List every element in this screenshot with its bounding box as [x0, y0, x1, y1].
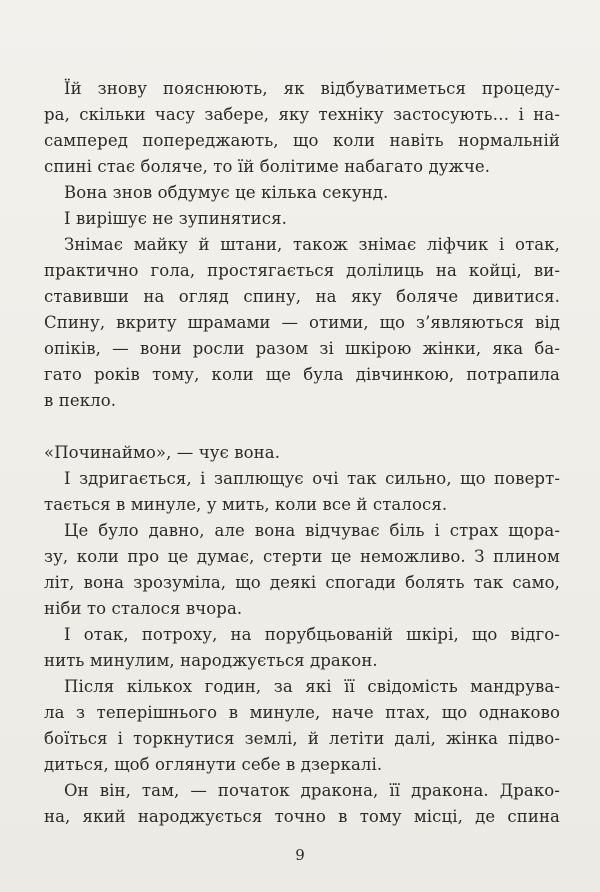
text-line: Знімає майку й штани, також знімає ліфчик і отак,: [64, 235, 560, 254]
text-line: Он він, там, — початок дракона, її дракона. Драко-: [64, 781, 560, 800]
paragraph: [44, 180, 560, 206]
paragraph: [44, 674, 560, 778]
text-line: самперед попереджають, що коли навіть нормальній: [44, 131, 560, 150]
text-line: Їй знову пояснюють, як відбуватиметься процеду-: [64, 79, 560, 98]
text-line: опіків, — вони росли разом зі шкірою жінки, яка ба-: [44, 339, 560, 358]
paragraph: [44, 232, 560, 414]
text-line: Після кількох годин, за які її свідомість мандрува-: [64, 677, 560, 696]
text-line: І здригається, і заплющує очі так сильно, що поверт-: [64, 469, 560, 488]
paragraph: [44, 440, 560, 466]
text-line: ніби то сталося вчора.: [44, 599, 243, 618]
page-number: 9: [295, 846, 305, 864]
text-line: літ, вона зрозуміла, що деякі спогади болять так само,: [44, 573, 560, 592]
paragraph: [44, 622, 560, 674]
text-line: тається в минуле, у мить, коли все й сталося.: [44, 495, 448, 514]
body-text: [44, 76, 560, 830]
text-line: в пекло.: [44, 391, 117, 410]
text-line: І отак, потроху, на порубцьованій шкірі, що відго-: [64, 625, 560, 644]
text-line: нить минулим, народжується дракон.: [44, 651, 378, 670]
section-break: [44, 414, 560, 440]
paragraph: [44, 518, 560, 622]
paragraph: [44, 466, 560, 518]
text-line: Вона знов обдумує це кілька секунд.: [64, 183, 389, 202]
text-line: ра, скільки часу забере, яку техніку застосують… і на-: [44, 105, 560, 124]
paragraph: [44, 778, 560, 830]
text-line: спині стає боляче, то їй болітиме набагато дужче.: [44, 157, 491, 176]
text-line: Спину, вкриту шрамами — отими, що з’являються від: [44, 313, 560, 332]
paragraph: [44, 206, 560, 232]
text-line: ла з теперішнього в минуле, наче птах, що однаково: [44, 703, 560, 722]
text-line: на, який народжується точно в тому місці, де спина: [44, 807, 560, 826]
text-line: ставивши на огляд спину, на яку боляче дивитися.: [44, 287, 560, 306]
paragraph: [44, 76, 560, 180]
text-line: зу, коли про це думає, стерти це неможливо. З плином: [44, 547, 560, 566]
text-line: диться, щоб оглянути себе в дзеркалі.: [44, 755, 383, 774]
text-line: боїться і торкнутися землі, й летіти далі, жінка підво-: [44, 729, 560, 748]
text-line: гато років тому, коли ще була дівчинкою, потрапила: [44, 365, 560, 384]
text-line: «Починаймо», — чує вона.: [44, 443, 281, 462]
text-line: практично гола, простягається долілиць на койці, ви-: [44, 261, 560, 280]
text-line: І вирішує не зупинятися.: [64, 209, 287, 228]
text-line: Це було давно, але вона відчуває біль і страх щора-: [64, 521, 560, 540]
